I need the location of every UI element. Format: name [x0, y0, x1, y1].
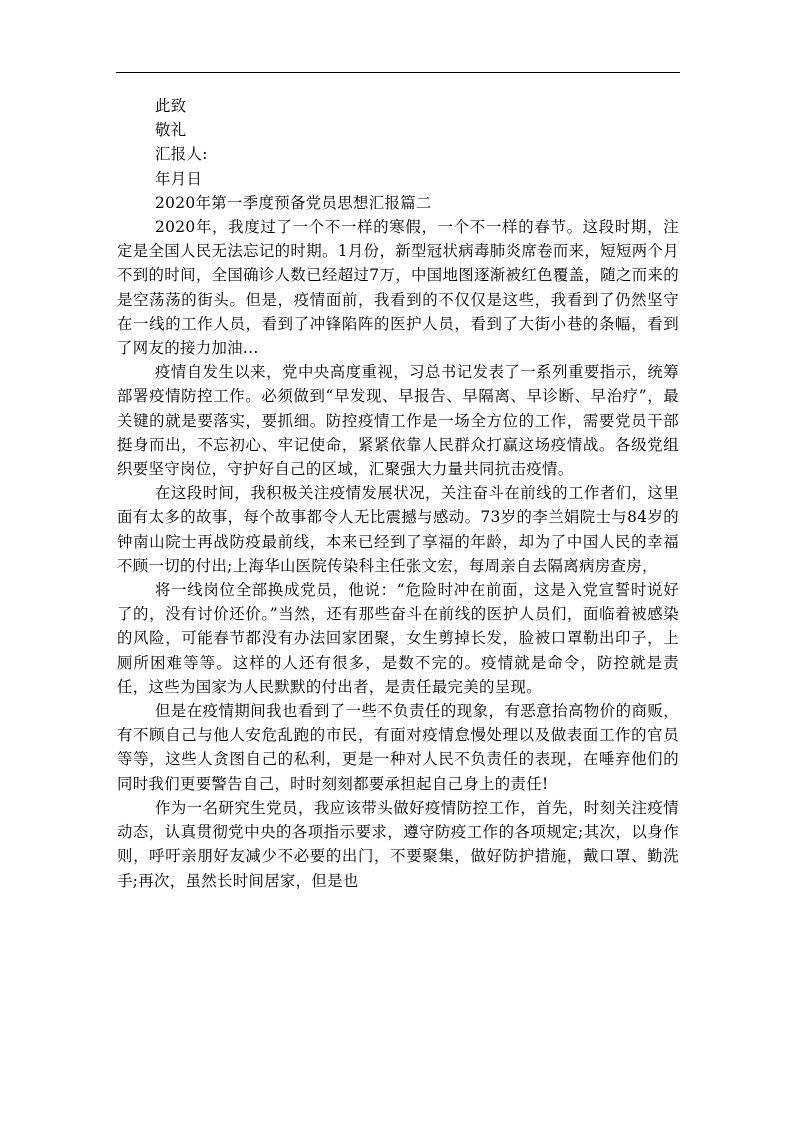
body-paragraph: 在这段时间，我积极关注疫情发展状况，关注奋斗在前线的工作者们，这里面有太多的故事，每个故事都令人无比震撼与感动。73岁的李兰娟院士与84岁的钟南山院士再战防疫最前线，本来已经到了享福的年龄，却为了中国人民的幸福不顾一切的付出;上海华山医院传染科主任张文宏，每周亲自去隔离病房查房，	[117, 484, 679, 575]
reporter-label: 汇报人:	[155, 145, 208, 164]
body-paragraph: 2020年，我度过了一个不一样的寒假，一个不一样的春节。这段时期，注定是全国人民无法忘记的时期。1月份，新型冠状病毒肺炎席卷而来，短短两个月不到的时间，全国确诊人数已经超过7万，中国地图逐渐被红色覆盖，随之而来的是空荡荡的街头。但是，疫情面前，我看到的不仅仅是这些，我看到了仍然坚守在一线的工作人员，看到了冲锋陷阵的医护人员，看到了大街小巷的条幅，看到了网友的接力加油...	[117, 218, 679, 358]
closing-salutation-1: 此致	[155, 97, 187, 115]
document-body	[117, 94, 679, 893]
closing-salutation-2: 敬礼	[155, 121, 187, 140]
body-paragraph: 作为一名研究生党员，我应该带头做好疫情防控工作，首先，时刻关注疫情动态，认真贯彻党中央的各项指示要求，遵守防疫工作的各项规定;其次，以身作则，呼吁亲朋好友减少不必要的出门，不要聚集，做好防护措施，戴口罩、勤洗手;再次，虽然长时间居家，但是也	[117, 798, 679, 890]
section-title: 2020年第一季度预备党员思想汇报篇二	[155, 193, 432, 212]
date-label: 年月日	[155, 169, 203, 188]
header-rule	[116, 72, 680, 73]
body-paragraph: 疫情自发生以来，党中央高度重视，习总书记发表了一系列重要指示，统筹部署疫情防控工作。必须做到“早发现、早报告、早隔离、早诊断、早治疗”，最关键的就是要落实，要抓细。防控疫情工作是一场全方位的工作，需要党员干部挺身而出，不忘初心、牢记使命，紧紧依靠人民群众打赢这场疫情战。各级党组织要坚守岗位，守护好自己的区域，汇聚强大力量共同抗击疫情。	[117, 363, 679, 479]
body-paragraph: 但是在疫情期间我也看到了一些不负责任的现象，有恶意抬高物价的商贩，有不顾自己与他人安危乱跑的市民，有面对疫情怠慢处理以及做表面工作的官员等等，这些人贪图自己的私利，更是一种对人民不负责任的表现，在唾弃他们的同时我们更要警告自己，时时刻刻都要承担起自己身上的责任!	[117, 702, 679, 793]
body-paragraph: 将一线岗位全部换成党员，他说：“危险时冲在前面，这是入党宣誓时说好了的，没有讨价还价。”当然，还有那些奋斗在前线的医护人员们，面临着被感染的风险，可能春节都没有办法回家团聚，女生剪掉长发，脸被口罩勒出印子，上厕所困难等等。这样的人还有很多，是数不完的。疫情就是命令，防控就是责任，这些为国家为人民默默的付出者，是责任最完美的呈现。	[117, 581, 679, 696]
